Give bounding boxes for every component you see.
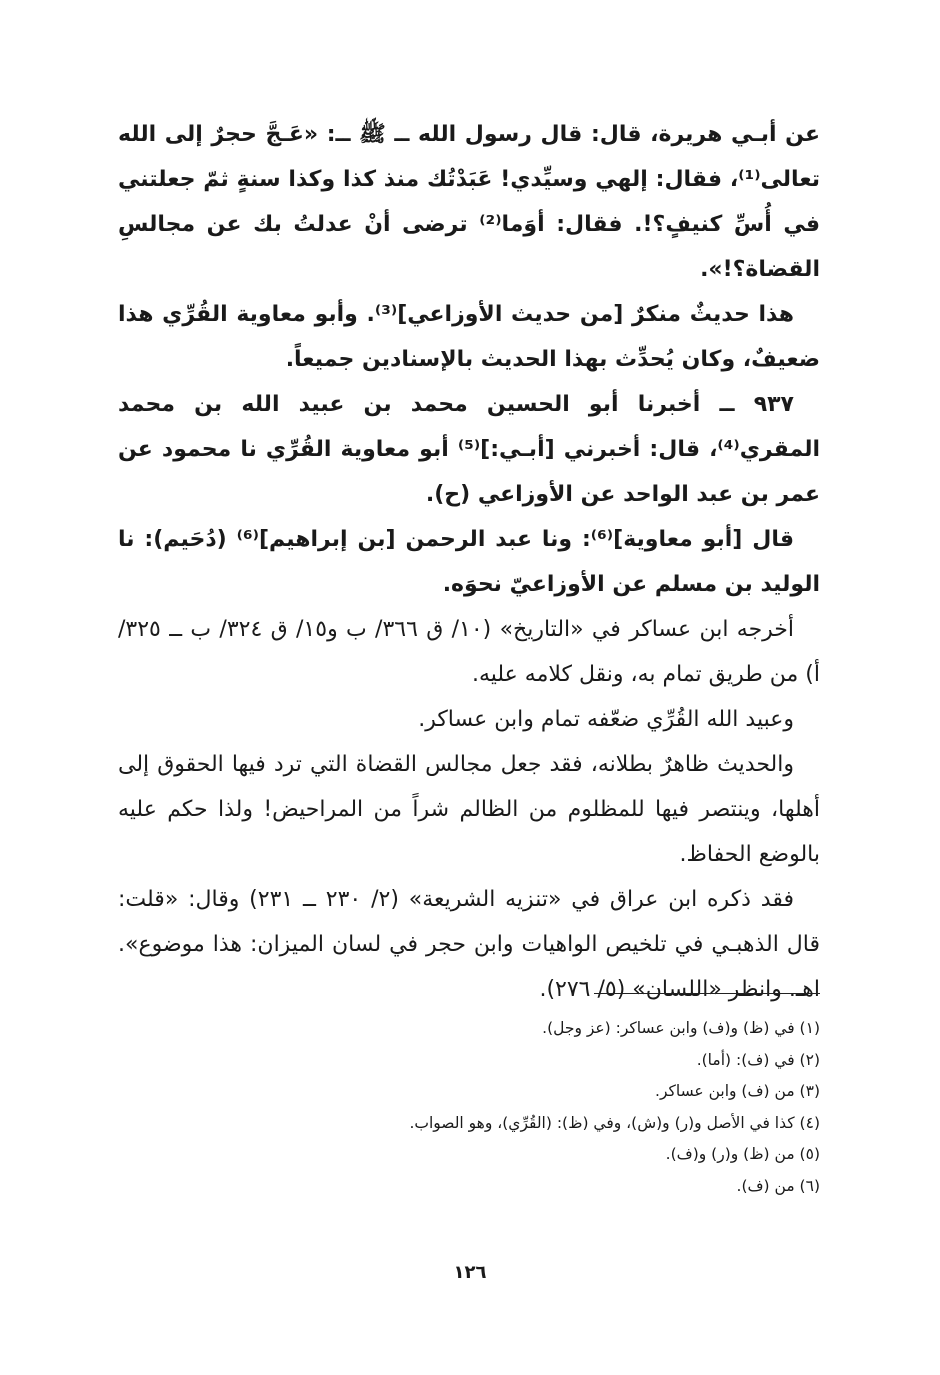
footnotes-block [118,1013,820,1202]
footnote-5: (٥) من (ظ) و(ر) و(ف). [665,1145,820,1163]
verdict-paragraph: والحديث ظاهرٌ بطلانه، فقد جعل مجالس القضاة التي ترد فيها الحقوق إلى أهلها، وينتصر فيها للمظلوم من الظالم شراً من المراحيض! ولذا حكم عليه بالوضع الحفاظ. [118,752,820,867]
hadith-commentary-paragraph: هذا حديثٌ منكرٌ [من حديث الأوزاعي]⁽³⁾. وأبو معاوية القُرِّي هذا ضعيفٌ، وكان يُحدِّث بهذا الحديث بالإسنادين جميعاً. [118,302,820,372]
takhrij-paragraph: أخرجه ابن عساكر في «التاريخ» (١٠/ ق ٣٦٦/ ب و١٥/ ق ٣٢٤/ ب ــ ٣٢٥/ أ) من طريق تمام به، ونقل كلامه عليه. [118,617,820,687]
footnote-6: (٦) من (ف). [736,1176,820,1195]
footnote-2: (٢) في (ف): (أما). [696,1050,820,1069]
footnote-4: (٤) كذا في الأصل و(ر) و(ش)، وفي (ظ): (القُرِّي)، وهو الصواب. [409,1113,820,1132]
page-number: ١٢٦ [453,1262,487,1283]
footnote-1: (١) في (ظ) و(ف) وابن عساكر: (عز وجل). [542,1019,820,1037]
hadith-text-paragraph: عن أبـي هريرة، قال: قال رسول الله ــ ﷺ ــ: «عَـجَّ حجرٌ إلى الله تعالى⁽¹⁾، فقال: إلهي وسيِّدي! عَبَدْتُك منذ كذا وكذا سنةٍ ثمّ جعلتني في أُسِّ كنيفٍ؟!. فقال: أوَما⁽²⁾ ترضى أنْ عدلتُ بك عن مجالسِ القضاة؟!». [118,122,820,282]
hadith-937-isnad-paragraph: ٩٣٧ ــ أخبرنا أبو الحسين محمد بن عبيد الله بن محمد المقري⁽⁴⁾، قال: أخبرني [أبـي:]⁽⁵⁾ أبو معاوية القُرِّي نا محمود عن عمر بن عبد الواحد عن الأوزاعي (ح). [118,392,820,507]
footnote-3: (٣) من (ف) وابن عساكر. [655,1082,820,1100]
narrator-grading-paragraph: وعبيد الله القُرِّي ضعّفه تمام وابن عساكر. [418,707,794,732]
hadith-second-isnad-paragraph: قال [أبو معاوية]⁽⁶⁾: ونا عبد الرحمن [بن إبراهيم]⁽⁶⁾ (دُحَيم): نا الوليد بن مسلم عن الأوزاعيّ نحوَه. [118,527,820,597]
main-text-block [118,112,820,1012]
ibn-iraq-reference-paragraph: فقد ذكره ابن عراق في «تنزيه الشريعة» (٢/ ٢٣٠ ــ ٢٣١) وقال: «قلت: قال الذهبـي في تلخيص الواهيات وابن حجر في لسان الميزان: هذا موضوع». اهـ. وانظر «اللسان» (٥/ ٢٧٦). [118,887,820,1002]
footnote-separator [594,993,820,994]
